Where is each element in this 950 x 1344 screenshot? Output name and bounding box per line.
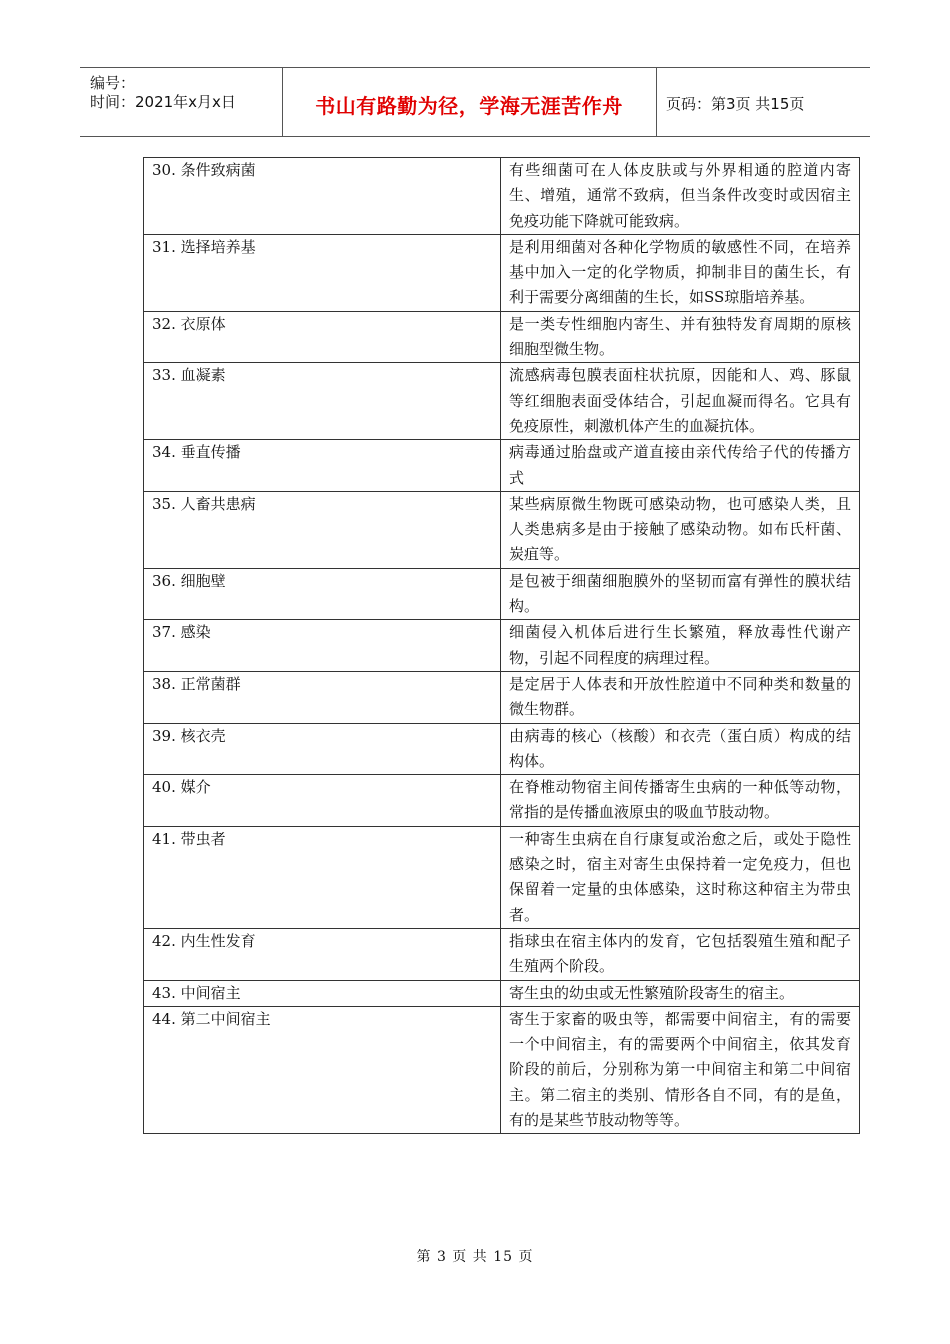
term-cell: 42. 内生性发育 (144, 928, 501, 980)
term-cell: 30. 条件致病菌 (144, 158, 501, 235)
definition-cell: 病毒通过胎盘或产道直接由亲代传给子代的传播方式 (501, 440, 860, 492)
definition-cell: 是包被于细菌细胞膜外的坚韧而富有弹性的膜状结构。 (501, 568, 860, 620)
definition-cell: 是利用细菌对各种化学物质的敏感性不同，在培养基中加入一定的化学物质，抑制非目的菌生长，有利于需要分离细菌的生长，如SS琼脂培养基。 (501, 234, 860, 311)
definition-cell: 有些细菌可在人体皮肤或与外界相通的腔道内寄生、增殖，通常不致病，但当条件改变时或因宿主免疫功能下降就可能致病。 (501, 158, 860, 235)
table-row (144, 723, 860, 775)
term-cell: 41. 带虫者 (144, 826, 501, 928)
table-row (144, 311, 860, 363)
term-cell: 43. 中间宿主 (144, 980, 501, 1006)
definition-cell: 一种寄生虫病在自行康复或治愈之后，或处于隐性感染之时，宿主对寄生虫保持着一定免疫力，但也保留着一定量的虫体感染，这时称这种宿主为带虫者。 (501, 826, 860, 928)
table-row (144, 440, 860, 492)
term-cell: 33. 血凝素 (144, 363, 501, 440)
table-row (144, 775, 860, 827)
definition-cell: 由病毒的核心（核酸）和衣壳（蛋白质）构成的结构体。 (501, 723, 860, 775)
page-footer: 第 3 页 共 15 页 (416, 1249, 534, 1265)
table-row (144, 363, 860, 440)
header-meta-cell (80, 68, 283, 136)
header-motto: 书山有路勤为径，学海无涯苦作舟 (315, 94, 623, 118)
table-row (144, 491, 860, 568)
term-cell: 40. 媒介 (144, 775, 501, 827)
header-page-cell (656, 68, 870, 136)
definition-cell: 寄生虫的幼虫或无性繁殖阶段寄生的宿主。 (501, 980, 860, 1006)
table-row (144, 158, 860, 235)
term-cell: 39. 核衣壳 (144, 723, 501, 775)
term-cell: 37. 感染 (144, 620, 501, 672)
glossary-table (143, 157, 860, 1134)
term-cell: 35. 人畜共患病 (144, 491, 501, 568)
table-row (144, 980, 860, 1006)
definition-cell: 在脊椎动物宿主间传播寄生虫病的一种低等动物，常指的是传播血液原虫的吸血节肢动物。 (501, 775, 860, 827)
definition-cell: 是定居于人体表和开放性腔道中不同种类和数量的微生物群。 (501, 671, 860, 723)
term-cell: 31. 选择培养基 (144, 234, 501, 311)
document-time-label: 时间：2021年x月x日 (90, 93, 236, 111)
table-row (144, 928, 860, 980)
term-cell: 32. 衣原体 (144, 311, 501, 363)
table-row (144, 568, 860, 620)
glossary-table-body (144, 158, 860, 1134)
header-page-info: 页码：第3页 共15页 (666, 95, 805, 113)
term-cell: 38. 正常菌群 (144, 671, 501, 723)
table-row (144, 671, 860, 723)
document-number-label: 编号： (90, 74, 136, 92)
table-row (144, 234, 860, 311)
definition-cell: 某些病原微生物既可感染动物，也可感染人类，且人类患病多是由于接触了感染动物。如布氏杆菌、炭疽等。 (501, 491, 860, 568)
table-row (144, 620, 860, 672)
header-motto-cell (282, 68, 657, 136)
term-cell: 44. 第二中间宿主 (144, 1006, 501, 1133)
term-cell: 36. 细胞壁 (144, 568, 501, 620)
definition-cell: 寄生于家畜的吸虫等，都需要中间宿主，有的需要一个中间宿主，有的需要两个中间宿主，依其发育阶段的前后，分别称为第一中间宿主和第二中间宿主。第二宿主的类别、情形各自不同，有的是鱼，有的是某些节肢动物等等。 (501, 1006, 860, 1133)
definition-cell: 是一类专性细胞内寄生、并有独特发育周期的原核细胞型微生物。 (501, 311, 860, 363)
definition-cell: 细菌侵入机体后进行生长繁殖，释放毒性代谢产物，引起不同程度的病理过程。 (501, 620, 860, 672)
term-cell: 34. 垂直传播 (144, 440, 501, 492)
table-row (144, 1006, 860, 1133)
table-row (144, 826, 860, 928)
definition-cell: 流感病毒包膜表面柱状抗原，因能和人、鸡、豚鼠等红细胞表面受体结合，引起血凝而得名。它具有免疫原性，刺激机体产生的血凝抗体。 (501, 363, 860, 440)
page-header (80, 67, 870, 137)
definition-cell: 指球虫在宿主体内的发育，它包括裂殖生殖和配子生殖两个阶段。 (501, 928, 860, 980)
